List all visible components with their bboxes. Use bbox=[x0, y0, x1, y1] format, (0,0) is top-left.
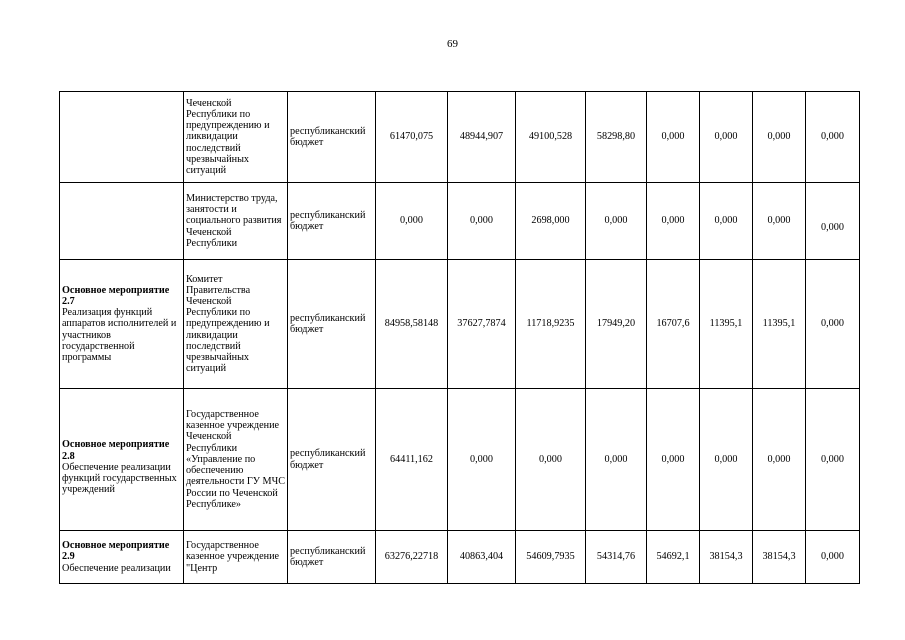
measure-description: Обеспечение реализации bbox=[62, 562, 171, 574]
value-cell: 49100,528 bbox=[516, 92, 586, 183]
value-text: 0,000 bbox=[821, 222, 844, 234]
measure-description: Обеспечение реализации функций государственных учреждений bbox=[62, 461, 177, 496]
measure-title: Основное мероприятие 2.8 bbox=[62, 439, 170, 462]
budget-table bbox=[59, 91, 860, 584]
table-row bbox=[60, 183, 860, 260]
value-cell: 16707,6 bbox=[647, 260, 700, 389]
value-cell: 84958,58148 bbox=[376, 260, 448, 389]
value-cell: 0,000 bbox=[753, 92, 806, 183]
executor-cell: Чеченской Республики по предупреждению и ликвидации последствий чрезвычайных ситуаций bbox=[184, 92, 288, 183]
value-cell: 0,000 bbox=[806, 389, 860, 531]
value-cell: 61470,075 bbox=[376, 92, 448, 183]
measure-description: Реализация функций аппаратов исполнителей и участников государственной программы bbox=[62, 307, 177, 363]
value-cell: 58298,80 bbox=[586, 92, 647, 183]
executor-cell: Государственное казенное учреждение Чеченской Республики «Управление по обеспечению деятельности ГУ МЧС России по Чеченской Республике» bbox=[184, 389, 288, 531]
value-cell: 0,000 bbox=[448, 389, 516, 531]
table-row bbox=[60, 92, 860, 183]
value-cell: 48944,907 bbox=[448, 92, 516, 183]
value-cell: 0,000 bbox=[586, 183, 647, 260]
value-cell: 0,000 bbox=[806, 92, 860, 183]
value-cell: 17949,20 bbox=[586, 260, 647, 389]
value-cell: 0,000 bbox=[647, 183, 700, 260]
measure-cell bbox=[60, 260, 184, 389]
value-cell: 40863,404 bbox=[448, 531, 516, 584]
value-cell: 0,000 bbox=[806, 260, 860, 389]
executor-cell: Комитет Правительства Чеченской Республики по предупреждению и ликвидации последствий чрезвычайных ситуаций bbox=[184, 260, 288, 389]
value-cell: 64411,162 bbox=[376, 389, 448, 531]
value-cell: 0,000 bbox=[448, 183, 516, 260]
value-cell: 0,000 bbox=[647, 92, 700, 183]
value-cell: 54692,1 bbox=[647, 531, 700, 584]
table-row bbox=[60, 260, 860, 389]
value-cell: 0,000 bbox=[647, 389, 700, 531]
measure-title: Основное мероприятие 2.9 bbox=[62, 540, 170, 563]
funding-source-cell: республиканский бюджет bbox=[288, 531, 376, 584]
value-cell: 11395,1 bbox=[753, 260, 806, 389]
value-cell: 54609,7935 bbox=[516, 531, 586, 584]
executor-cell: Государственное казенное учреждение "Центр bbox=[184, 531, 288, 584]
value-cell: 0,000 bbox=[376, 183, 448, 260]
value-cell: 37627,7874 bbox=[448, 260, 516, 389]
measure-cell bbox=[60, 531, 184, 584]
measure-cell bbox=[60, 389, 184, 531]
value-cell: 0,000 bbox=[806, 531, 860, 584]
funding-source-cell: республиканский бюджет bbox=[288, 92, 376, 183]
value-cell: 0,000 bbox=[586, 389, 647, 531]
value-cell: 63276,22718 bbox=[376, 531, 448, 584]
value-cell: 11718,9235 bbox=[516, 260, 586, 389]
funding-source-cell: республиканский бюджет bbox=[288, 389, 376, 531]
measure-title: Основное мероприятие 2.7 bbox=[62, 284, 170, 307]
value-cell: 0,000 bbox=[700, 92, 753, 183]
executor-cell: Министерство труда, занятости и социального развития Чеченской Республики bbox=[184, 183, 288, 260]
funding-source-cell: республиканский бюджет bbox=[288, 183, 376, 260]
measure-cell bbox=[60, 183, 184, 260]
value-cell: 2698,000 bbox=[516, 183, 586, 260]
value-cell: 0,000 bbox=[700, 183, 753, 260]
page-number: 69 bbox=[447, 38, 458, 50]
value-cell: 11395,1 bbox=[700, 260, 753, 389]
table-row bbox=[60, 531, 860, 584]
value-cell: 38154,3 bbox=[753, 531, 806, 584]
funding-source-cell: республиканский бюджет bbox=[288, 260, 376, 389]
value-cell: 0,000 bbox=[753, 183, 806, 260]
table-row bbox=[60, 389, 860, 531]
table-body bbox=[60, 92, 860, 584]
value-cell: 0,000 bbox=[700, 389, 753, 531]
value-cell: 0,000 bbox=[516, 389, 586, 531]
value-cell: 38154,3 bbox=[700, 531, 753, 584]
value-cell: 0,000 bbox=[753, 389, 806, 531]
value-cell bbox=[806, 183, 860, 260]
measure-cell bbox=[60, 92, 184, 183]
value-cell: 54314,76 bbox=[586, 531, 647, 584]
